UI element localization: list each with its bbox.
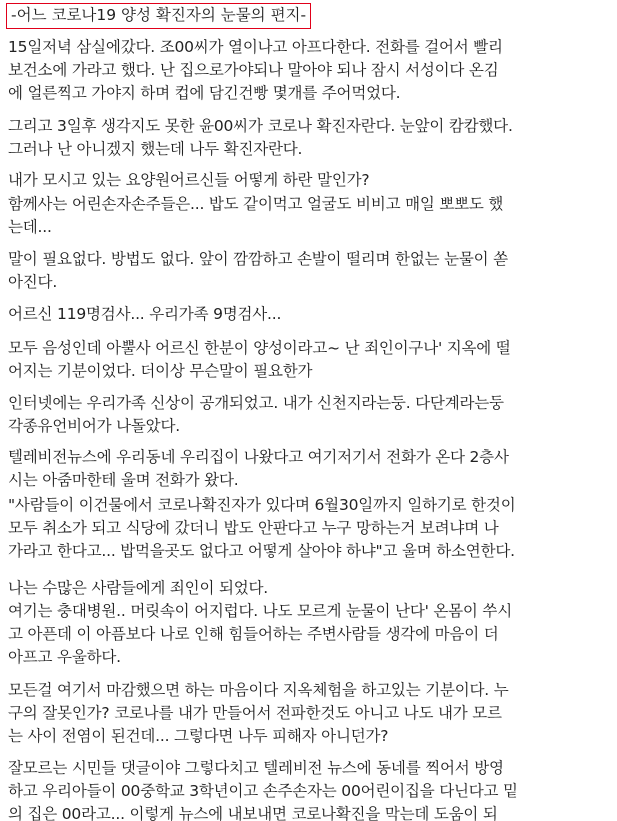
paragraph-5: 말이 필요없다. 방법도 없다. 앞이 깜깜하고 손발이 떨리며 한없는 눈물이 쏟 아진다. <box>8 250 508 291</box>
paragraph-10: "사람들이 이건물에서 코로나확진자가 있다며 6월30일까지 일하기로 한것이 모두 취소가 되고 식당에 갔더니 밥도 안판다고 누구 망하는거 보려냐며 나 가라고 한다고... 밥먹을곳도 없다고 어떻게 살아야 하냐"고 울며 하소연한다. <box>8 496 516 560</box>
paragraph-8: 인터넷에는 우리가족 신상이 공개되었고. 내가 신천지라는둥. 다단계라는둥 각종유언비어가 나돌았다. <box>8 394 504 435</box>
paragraph-11: 나는 수많은 사람들에게 죄인이 되었다. <box>8 579 269 597</box>
paragraph-1: 15일저녁 삼실에갔다. 조00씨가 열이나고 아프다한다. 전화를 걸어서 빨리 보건소에 가라고 했다. 난 집으로가야되나 말아야 되나 잠시 서성이다 온김 에 얼른찍고 가야지 하며 컵에 담긴건빵 몇개를 주어먹었다. <box>8 38 503 102</box>
paragraph-12: 여기는 충대병원.. 머릿속이 어지럽다. 나도 모르게 눈물이 난다' 온몸이 쑤시 고 아픈데 이 아픔보다 나로 인해 힘들어하는 주변사람들 생각에 마음이 더 아프고 우울하다. <box>8 602 512 666</box>
paragraph-14: 잘모르는 시민들 댓글이야 그렇다치고 텔레비전 뉴스에 동네를 찍어서 방영 하고 우리아들이 00중학교 3학년이고 손주손자는 00어린이집을 다닌다고 밑 의 집은 00라고... 이렇게 뉴스에 내보내면 코로나확진을 막는데 도움이 되 <box>8 759 518 821</box>
letter-title: -어느 코로나19 양성 확진자의 눈물의 편지- <box>6 3 311 29</box>
paragraph-9: 텔레비전뉴스에 우리동네 우리집이 나왔다고 여기저기서 전화가 온다 2층사 시는 아줌마한테 울며 전화가 왔다. <box>8 448 509 489</box>
paragraph-4: 함께사는 어린손자손주들은... 밥도 같이먹고 얼굴도 비비고 매일 뽀뽀도 했 는데... <box>8 195 504 236</box>
paragraph-2: 그리고 3일후 생각지도 못한 윤00씨가 코로나 확진자란다. 눈앞이 캄캄했다. 그러나 난 아니겠지 했는데 나두 확진자란다. <box>8 117 513 158</box>
paragraph-13: 모든걸 여기서 마감했으면 하는 마음이다 지옥체험을 하고있는 기분이다. 누 구의 잘못인가? 코로나를 내가 만들어서 전파한것도 아니고 나도 내가 모르 는 사이 전염이 된건데... 그렇다면 나두 피해자 아니던가? <box>8 681 509 745</box>
paragraph-6: 어르신 119명검사... 우리가족 9명검사... <box>8 305 282 323</box>
paragraph-3: 내가 모시고 있는 요양원어르신들 어떻게 하란 말인가? <box>8 171 370 189</box>
paragraph-7: 모두 음성인데 아뿔사 어르신 한분이 양성이라고~ 난 죄인이구나' 지옥에 떨 어지는 기분이었다. 더이상 무슨말이 필요한가 <box>8 339 511 380</box>
